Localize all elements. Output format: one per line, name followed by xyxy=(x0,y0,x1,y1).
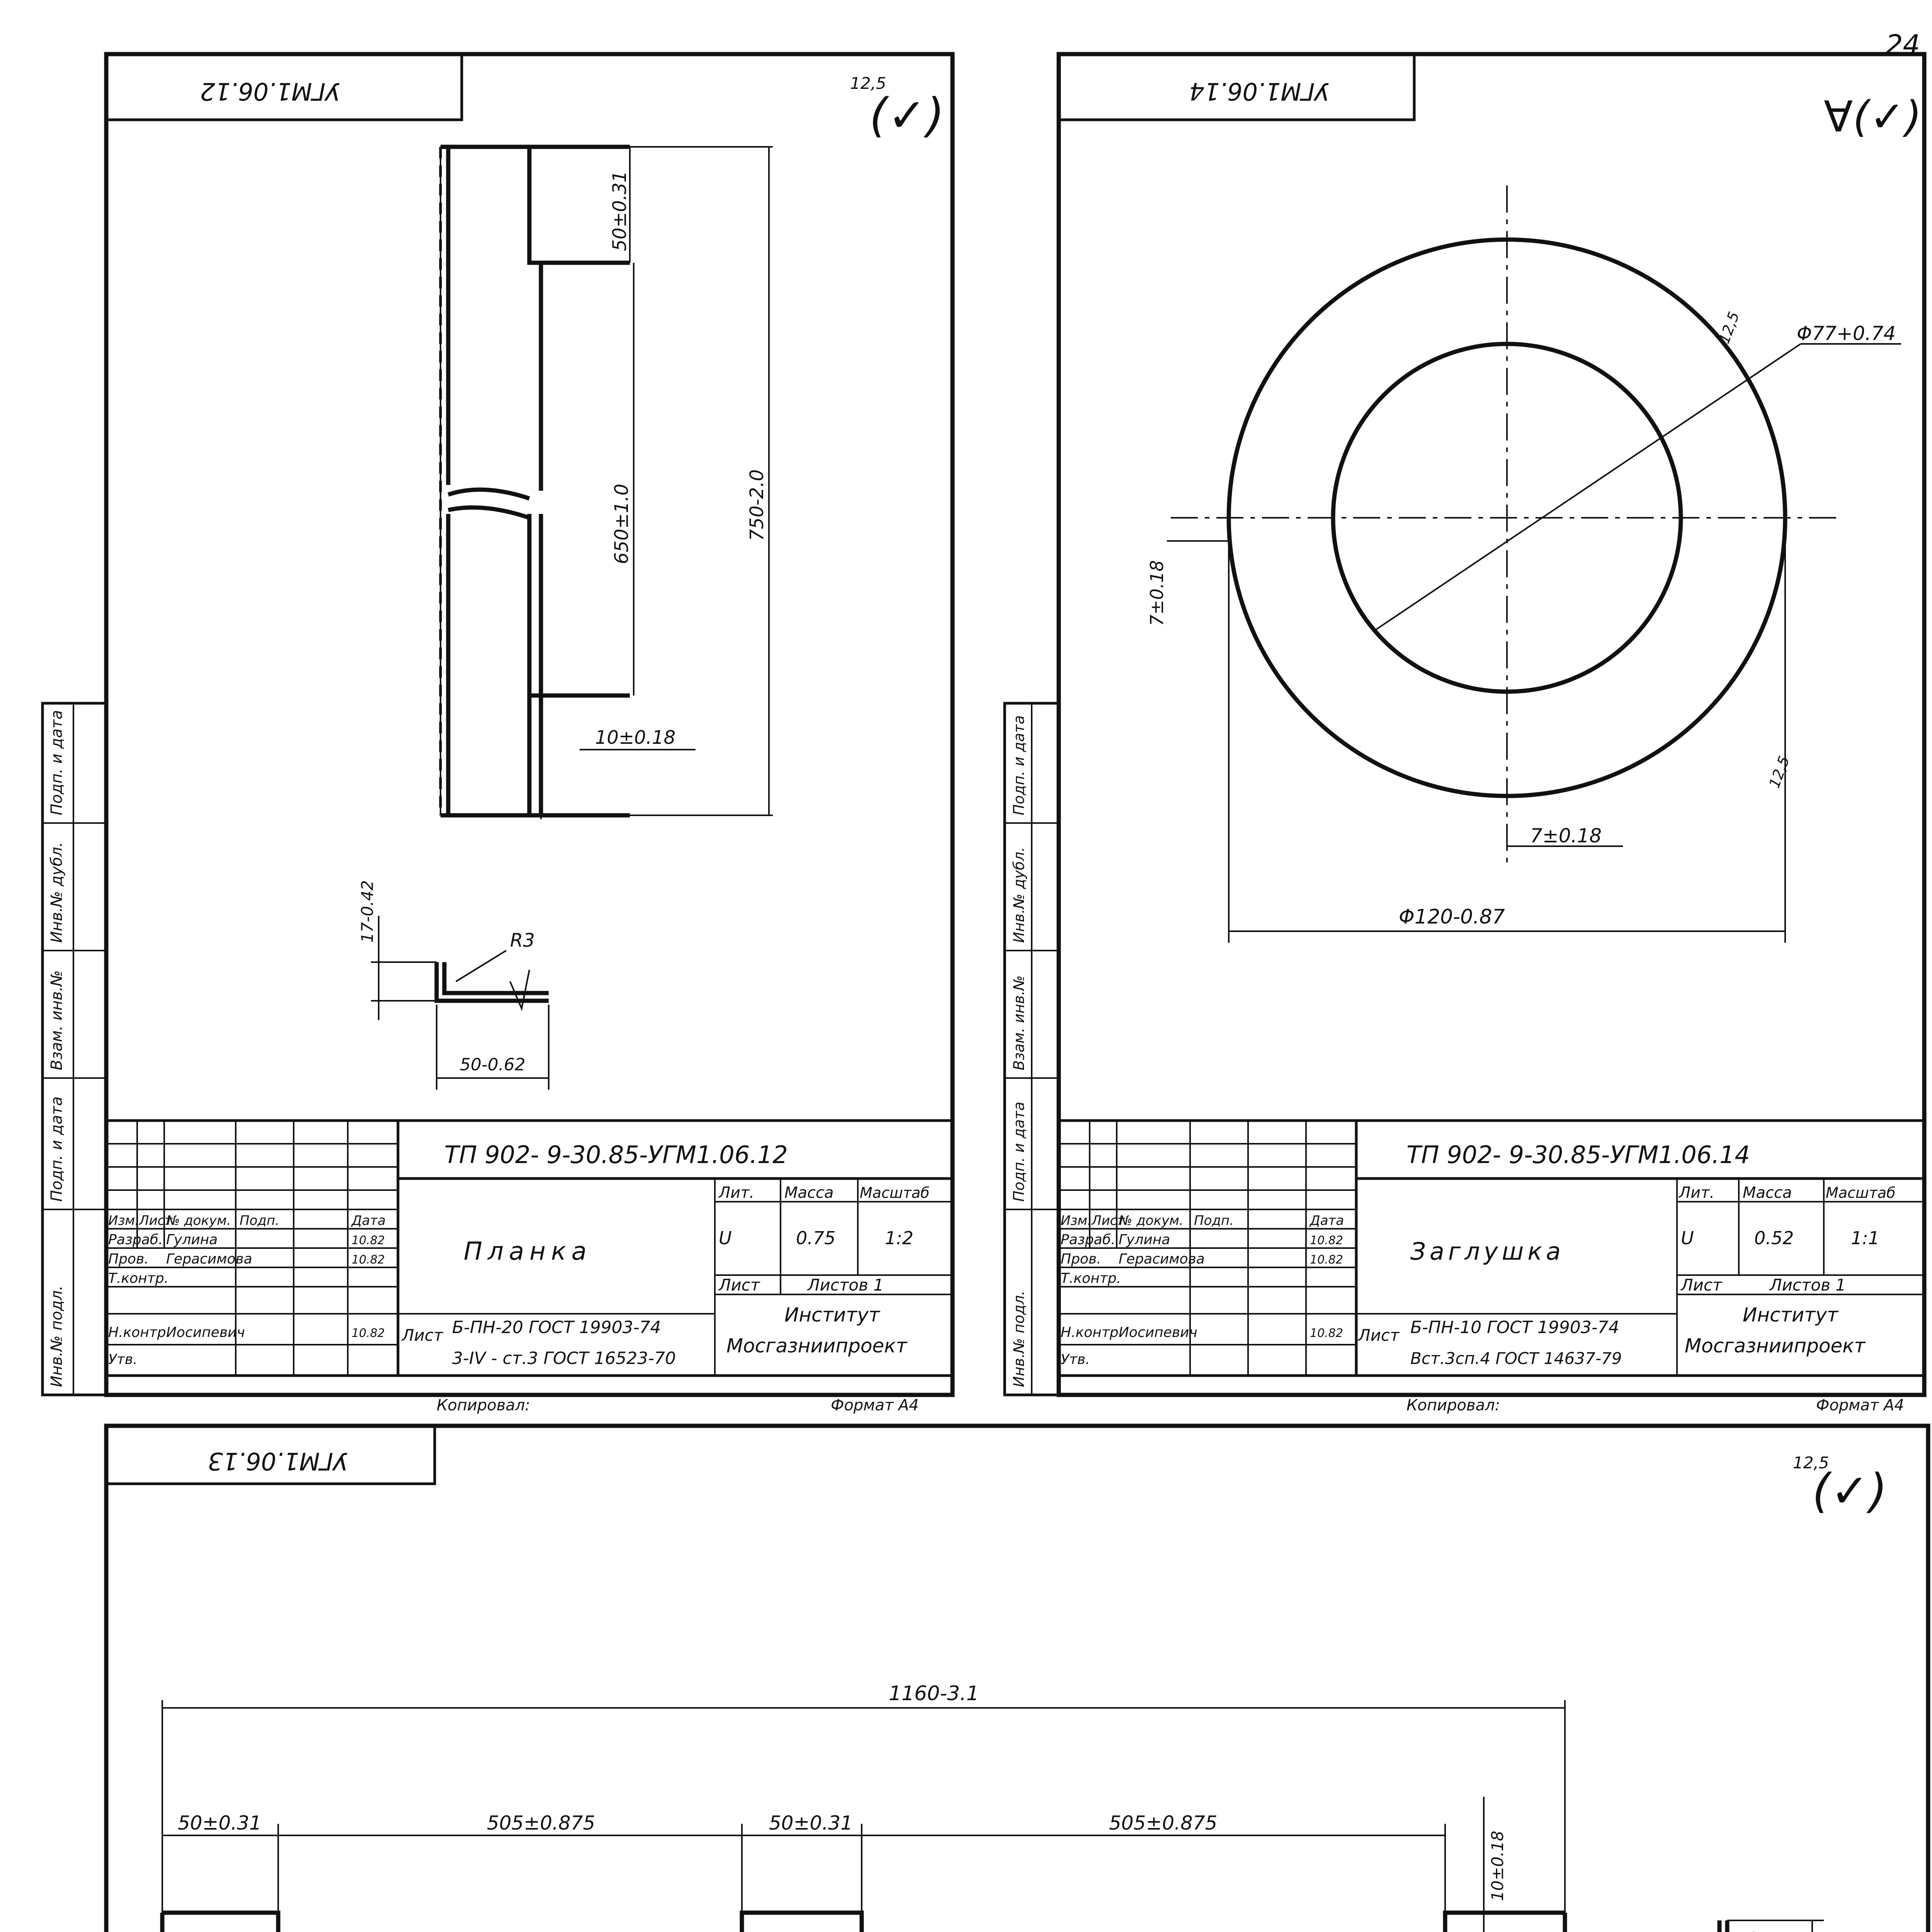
role: Утв. xyxy=(1061,1352,1090,1367)
sheet-word: Лист xyxy=(1358,1326,1400,1345)
footer-copied: Копировал: xyxy=(437,1396,531,1414)
dim-overall: 1160-3.1 xyxy=(889,1682,979,1705)
role-name: Иосипевич xyxy=(1119,1325,1197,1340)
roughness-sign: 12,5 xyxy=(1793,1453,1829,1472)
drawing-code: ТП 902- 9-30.85-УГМ1.06.12 xyxy=(444,1141,788,1169)
role-date: 10.82 xyxy=(352,1234,385,1247)
org-line1: Институт xyxy=(784,1304,880,1326)
role-name: Гулина xyxy=(166,1232,218,1248)
dim-radius: R3 xyxy=(510,930,535,951)
header-date: Дата xyxy=(1310,1213,1344,1228)
header-list: Лист xyxy=(1092,1213,1125,1228)
header-izm: Изм. xyxy=(1061,1213,1092,1228)
section-12 xyxy=(358,880,549,1090)
side-label: Подп. и дата xyxy=(48,710,66,815)
mirrored-code-stamp: УГМ1.06.13 xyxy=(207,1447,348,1475)
dim-inner-diameter: Φ77+0.74 xyxy=(1797,322,1896,345)
dim-outer-diameter: Φ120-0.87 xyxy=(1399,905,1505,929)
lit-value: U xyxy=(719,1228,732,1248)
sheet-word: Лист xyxy=(402,1326,443,1345)
role-name: Герасимова xyxy=(166,1251,252,1267)
footer-format: Формат А4 xyxy=(1816,1396,1904,1414)
drawing-code: ТП 902- 9-30.85-УГМ1.06.14 xyxy=(1406,1141,1750,1169)
header-doc: № докум. xyxy=(166,1213,231,1228)
roughness-a: 12,5 xyxy=(1715,309,1743,346)
col-scale: Масштаб xyxy=(1826,1184,1896,1201)
side-label: Подп. и дата xyxy=(1010,1102,1027,1202)
mirrored-code-stamp: УГМ1.06.12 xyxy=(200,77,340,105)
dim-thickness-bottom: 7±0.18 xyxy=(1530,825,1602,847)
header-doc: № докум. xyxy=(1119,1213,1184,1228)
side-label: Подп. и дата xyxy=(1010,715,1027,815)
title-block-12 xyxy=(106,1121,952,1376)
side-label: Инв.№ подл. xyxy=(1010,1290,1027,1387)
role-name: Гулина xyxy=(1119,1232,1170,1248)
sheet-14 xyxy=(1005,54,1924,1414)
dim-top-step: 50±0.31 xyxy=(609,170,631,251)
dim-middle: 650±1.0 xyxy=(611,483,633,564)
footer-format: Формат А4 xyxy=(831,1396,919,1414)
sheet-12 xyxy=(43,54,952,1414)
dimensions-12 xyxy=(541,147,773,819)
header-izm: Изм. xyxy=(108,1213,139,1228)
dim-section-height: 17-0.42 xyxy=(358,880,377,943)
role-date: 10.82 xyxy=(1310,1234,1343,1247)
roughness-sign: 12,5 xyxy=(850,74,886,93)
ring-14 xyxy=(1146,185,1901,943)
side-label: Взам. инв.№ xyxy=(48,970,66,1070)
material-line1: Б-ПН-10 ГОСТ 19903-74 xyxy=(1410,1318,1619,1337)
side-strip-sheet-12 xyxy=(43,703,106,1395)
scale-value: 1:2 xyxy=(885,1228,914,1248)
role-date: 10.82 xyxy=(352,1327,385,1340)
plank-13-outline xyxy=(162,1913,1565,1932)
role-name: Иосипевич xyxy=(166,1325,245,1340)
page-number: 24 xyxy=(1886,29,1920,61)
role-date: 10.82 xyxy=(1310,1253,1343,1267)
dim-overall: 750-2.0 xyxy=(746,469,768,541)
sheets-count: Листов 1 xyxy=(1770,1276,1846,1294)
side-label: Инв.№ дубл. xyxy=(48,842,66,943)
col-mass: Масса xyxy=(784,1184,834,1202)
material-line2: 3-IV - ст.3 ГОСТ 16523-70 xyxy=(452,1349,676,1368)
side-label: Подп. и дата xyxy=(48,1096,66,1202)
role: Разраб. xyxy=(1061,1232,1116,1248)
side-strip-sheet-14 xyxy=(1005,703,1059,1395)
dimensions-13 xyxy=(162,1682,1565,1932)
dim-segment1: 505±0.875 xyxy=(487,1812,595,1834)
sheet-label: Лист xyxy=(1681,1276,1722,1294)
role: Т.контр. xyxy=(108,1270,169,1286)
sheets-count: Листов 1 xyxy=(808,1276,884,1294)
title-block-14 xyxy=(1059,1121,1924,1376)
sheet-13 xyxy=(43,1426,1928,1932)
dim-bottom-step: 10±0.18 xyxy=(595,727,676,748)
lit-value: U xyxy=(1681,1228,1694,1248)
dim-segment2: 505±0.875 xyxy=(1109,1812,1218,1834)
roughness-symbol: ∀(✓) xyxy=(1824,92,1922,141)
plank-12-outline xyxy=(440,147,630,815)
role: Разраб. xyxy=(108,1232,163,1248)
role: Утв. xyxy=(108,1352,138,1367)
section-13 xyxy=(1638,1920,1855,1932)
role: Пров. xyxy=(108,1251,149,1267)
header-sign: Подп. xyxy=(240,1213,279,1228)
part-name: Планка xyxy=(464,1237,592,1266)
role-date: 10.82 xyxy=(1310,1327,1343,1340)
dim-step-middle: 50±0.31 xyxy=(769,1812,853,1834)
mass-value: 0.75 xyxy=(796,1228,836,1248)
header-list: Лист xyxy=(139,1213,173,1228)
part-name: Заглушка xyxy=(1410,1237,1565,1265)
roughness-b: 12,5 xyxy=(1765,753,1793,791)
dim-section-width: 50-0.62 xyxy=(460,1055,526,1075)
role: Н.контр. xyxy=(1061,1325,1123,1340)
side-label: Инв.№ дубл. xyxy=(1010,847,1027,943)
col-lit: Лит. xyxy=(1679,1184,1715,1202)
scale-value: 1:1 xyxy=(1851,1228,1880,1248)
role: Н.контр. xyxy=(108,1325,171,1340)
role-name: Герасимова xyxy=(1119,1251,1205,1267)
role: Т.контр. xyxy=(1061,1270,1121,1286)
material-line1: Б-ПН-20 ГОСТ 19903-74 xyxy=(452,1318,661,1337)
role-date: 10.82 xyxy=(352,1253,385,1267)
org-line2: Мосгазниипроект xyxy=(726,1335,907,1357)
col-scale: Масштаб xyxy=(860,1184,930,1201)
material-line2: Вст.3сп.4 ГОСТ 14637-79 xyxy=(1410,1349,1622,1368)
col-mass: Масса xyxy=(1743,1184,1792,1202)
side-label: Взам. инв.№ xyxy=(1010,975,1027,1070)
roughness-symbol: (✓) xyxy=(869,89,945,143)
org-line2: Мосгазниипроект xyxy=(1685,1335,1866,1357)
sheet-label: Лист xyxy=(719,1276,760,1294)
role: Пров. xyxy=(1061,1251,1101,1267)
footer-copied: Копировал: xyxy=(1406,1396,1500,1414)
dim-step-left: 50±0.31 xyxy=(178,1812,262,1834)
roughness-symbol: (✓) xyxy=(1812,1464,1888,1518)
header-sign: Подп. xyxy=(1194,1213,1234,1228)
col-lit: Лит. xyxy=(719,1184,755,1202)
dim-end-step: 10±0.18 xyxy=(1488,1830,1507,1901)
dim-thickness-left: 7±0.18 xyxy=(1146,560,1167,626)
org-line1: Институт xyxy=(1743,1304,1838,1326)
mass-value: 0.52 xyxy=(1754,1228,1794,1248)
header-date: Дата xyxy=(352,1213,386,1228)
side-label: Инв.№ подл. xyxy=(48,1285,66,1387)
mirrored-code-stamp: УГМ1.06.14 xyxy=(1189,77,1329,105)
